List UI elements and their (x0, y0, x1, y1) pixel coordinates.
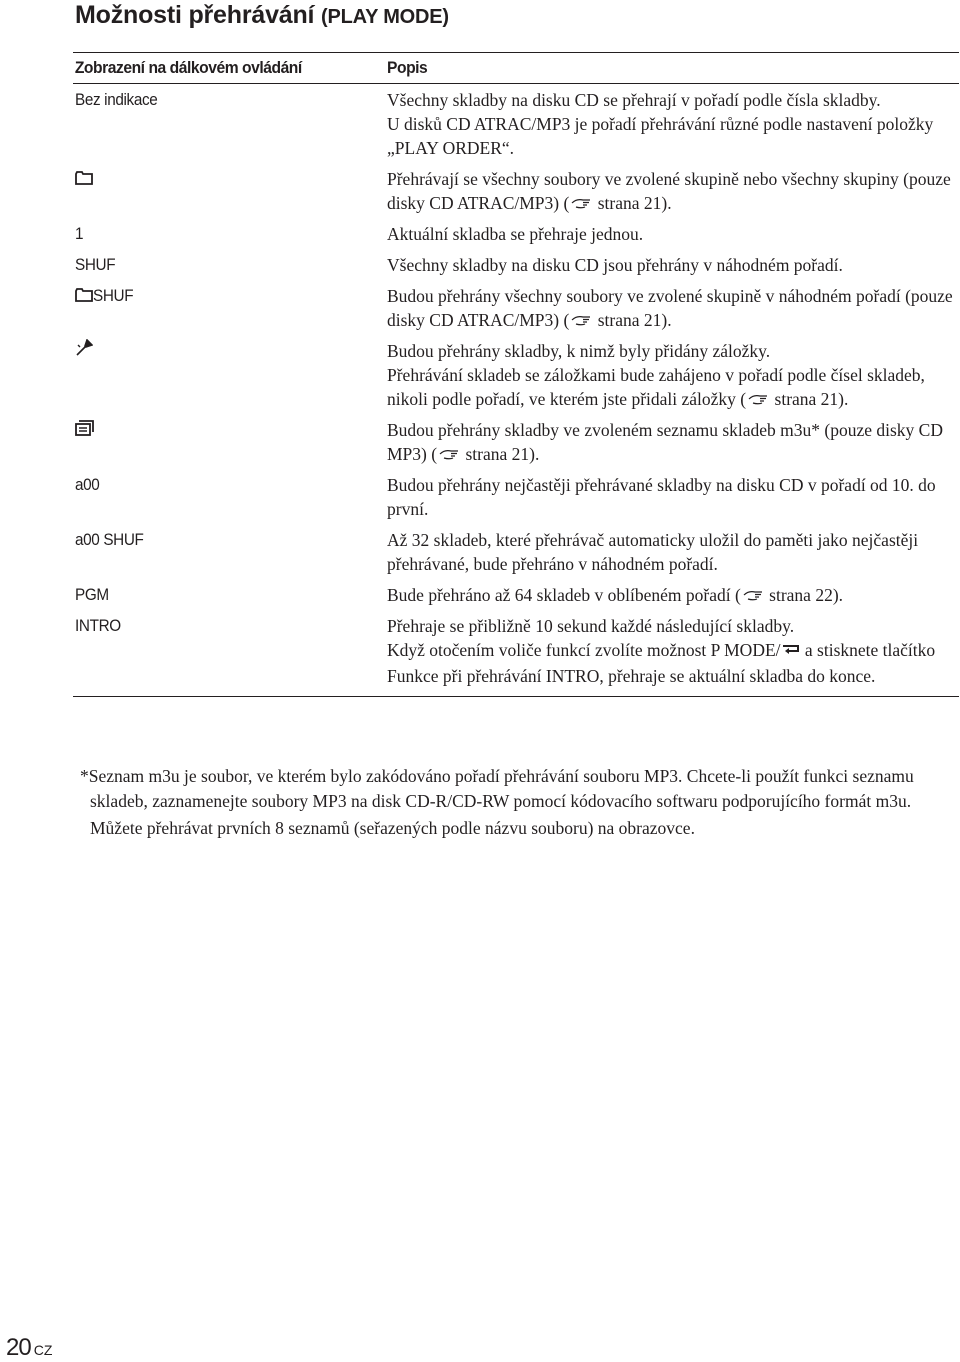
description-text: strana 21). (593, 310, 672, 330)
description-cell (387, 418, 959, 466)
description-text: strana 21). (593, 193, 672, 213)
description-text: a stisknete tlačítko Funkce při přehrávání INTRO, přehraje se aktuální skladba do konce. (387, 640, 936, 686)
description-cell (387, 222, 959, 246)
pointing-hand-icon (743, 584, 763, 597)
table-row (73, 614, 959, 688)
table-row (73, 88, 959, 160)
pointing-hand-icon (571, 309, 591, 322)
display-label: a00 (75, 475, 100, 494)
page-number-value: 20 (6, 1334, 31, 1361)
column-header-display: Zobrazení na dálkovém ovládání (74, 58, 302, 77)
description-text: Budou přehrány skladby, k nimž byly přidány záložky. (387, 341, 771, 361)
return-arrow-icon (781, 640, 801, 664)
display-cell (73, 284, 387, 309)
table-row (73, 339, 959, 411)
table-row (73, 473, 959, 521)
display-label: SHUF (93, 286, 134, 305)
display-label: 1 (75, 224, 84, 243)
page-title (75, 0, 449, 32)
description-text: strana 22). (764, 585, 844, 605)
display-cell (73, 253, 387, 277)
table-row (73, 528, 959, 576)
description-text: Budou přehrány skladby ve zvoleném seznamu skladeb m3u* (pouze disky CD MP3) ( (387, 420, 943, 464)
description-text: Když otočením voliče funkcí zvolíte možnost P MODE/ (387, 640, 781, 660)
play-mode-table (73, 52, 959, 697)
folder-icon (75, 285, 93, 309)
bookmark-icon (75, 339, 93, 364)
page-number (6, 1334, 52, 1362)
footnote-m3u: *Seznam m3u je soubor, ve kterém bylo zakódováno pořadí přehrávání souboru MP3. Chcete-li použít funkci seznamu skladeb, zaznamenejte soubory MP3 na disk CD-R/CD-RW pomocí kódovacího softwaru podporujícího formát m3u. (80, 766, 914, 811)
display-label: INTRO (75, 616, 121, 635)
description-cell (387, 473, 959, 521)
description-text: Přehraje se přibližně 10 sekund každé následující skladby. (387, 616, 795, 636)
description-text: Aktuální skladba se přehraje jednou. (387, 224, 644, 244)
display-cell (73, 614, 387, 638)
description-text: Až 32 skladeb, které přehrávač automaticky uložil do paměti jako nejčastěji přehrávané, bude přehráno v náhodném pořadí. (387, 530, 919, 574)
table-row (73, 222, 959, 246)
table-row (73, 167, 959, 215)
description-text: Všechny skladby na disku CD se přehrají v pořadí podle čísla skladby. (387, 90, 881, 110)
description-text: Přehrávání skladeb se záložkami bude zahájeno v pořadí podle čísel skladeb, nikoli podle pořadí, ve kterém jste přidali záložky ( (387, 365, 925, 409)
display-label: Bez indikace (75, 90, 158, 109)
footnote-playlists: Můžete přehrávat prvních 8 seznamů (seřazených podle názvu souboru) na obrazovce. (90, 818, 695, 838)
table-row (73, 418, 959, 466)
column-header-description: Popis (387, 58, 428, 77)
table-row (73, 284, 959, 332)
description-cell (387, 339, 959, 411)
footnotes (80, 764, 950, 841)
description-cell (387, 583, 959, 607)
description-text: Všechny skladby na disku CD jsou přehrány v náhodném pořadí. (387, 255, 843, 275)
page-language: CZ (33, 1342, 53, 1358)
description-text: Budou přehrány nejčastěji přehrávané skladby na disku CD v pořadí od 10. do první. (387, 475, 936, 519)
table-row (73, 583, 959, 607)
display-cell (73, 528, 387, 552)
display-cell (73, 222, 387, 246)
title-text: Možnosti přehrávání (75, 1, 315, 29)
description-text: strana 21). (461, 444, 540, 464)
display-label: SHUF (75, 255, 116, 274)
description-text: U disků CD ATRAC/MP3 je pořadí přehrávání různé podle nastavení položky „PLAY ORDER“. (387, 114, 934, 158)
display-cell (73, 583, 387, 607)
description-text: strana 21). (770, 389, 849, 409)
description-cell (387, 528, 959, 576)
pointing-hand-icon (439, 443, 459, 456)
folder-icon (75, 168, 93, 192)
display-label: PGM (75, 585, 109, 604)
description-cell (387, 88, 959, 160)
pointing-hand-icon (571, 192, 591, 205)
table-header (73, 53, 959, 84)
description-cell (387, 614, 959, 688)
table-row (73, 253, 959, 277)
display-cell (73, 473, 387, 497)
description-text: Přehrávají se všechny soubory ve zvolené skupině nebo všechny skupiny (pouze disky CD ATRAC/MP3) ( (387, 169, 951, 213)
description-cell (387, 253, 959, 277)
description-text: Budou přehrány všechny soubory ve zvolené skupině v náhodném pořadí (pouze disky CD ATRAC/MP3) ( (387, 286, 953, 330)
display-cell (73, 339, 387, 364)
pointing-hand-icon (748, 388, 768, 401)
display-label: a00 SHUF (75, 530, 144, 549)
description-text: Bude přehráno až 64 skladeb v oblíbeném pořadí ( (387, 585, 741, 605)
description-cell (387, 284, 959, 332)
playlist-icon (75, 419, 95, 443)
title-subtitle: (PLAY MODE) (321, 6, 449, 28)
display-cell (73, 418, 387, 443)
description-cell (387, 167, 959, 215)
display-cell (73, 167, 387, 192)
display-cell (73, 88, 387, 112)
